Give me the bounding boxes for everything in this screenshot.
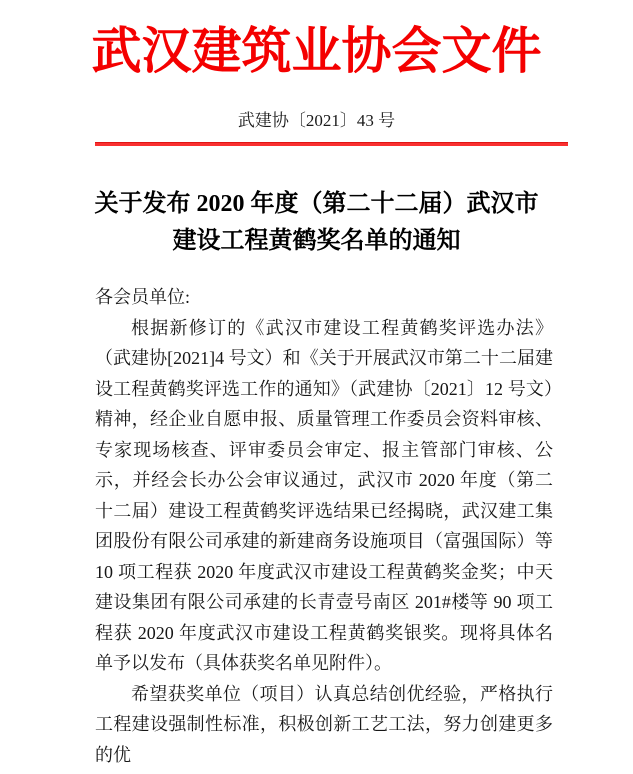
- document-number: 武建协〔2021〕43 号: [237, 111, 396, 130]
- body-paragraph: 希望获奖单位（项目）认真总结创优经验，严格执行工程建设强制性标准，积极创新工艺工法，努力创建更多的优: [95, 683, 553, 765]
- notice-title-line1: 关于发布 2020 年度（第二十二届）武汉市: [94, 191, 539, 217]
- salutation: 各会员单位:: [95, 287, 191, 307]
- red-divider-line: [95, 142, 568, 146]
- body-paragraphs: [95, 313, 553, 771]
- document-header-title: 武汉建筑业协会文件: [91, 23, 542, 79]
- body-paragraph: 根据新修订的《武汉市建设工程黄鹤奖评选办法》（武建协[2021]4 号文）和《关于开展武汉市第二十二届建设工程黄鹤奖评选工作的通知》（武建协〔2021〕12 号文）精神，经企业自愿申报、质量管理工作委员会资料审核、专家现场核查、评审委员会审定、报主管部门审核、公示，并经会长办公会审议通过，武汉市 2020 年度（第二十二届）建设工程黄鹤奖评选结果已经揭晓，武汉建工集团股份有限公司承建的新建商务设施项目（富强国际）等 10 项工程获 2020 年度武汉市建设工程黄鹤奖金奖；中天建设集团有限公司承建的长青壹号南区 201#楼等 90 项工程获 2020 年度武汉市建设工程黄鹤奖银奖。现将具体名单予以发布（具体获奖名单见附件）。: [95, 317, 553, 673]
- notice-title-line2: 建设工程黄鹤奖名单的通知: [172, 228, 461, 254]
- notice-title: [0, 186, 633, 260]
- document-body: [95, 282, 553, 770]
